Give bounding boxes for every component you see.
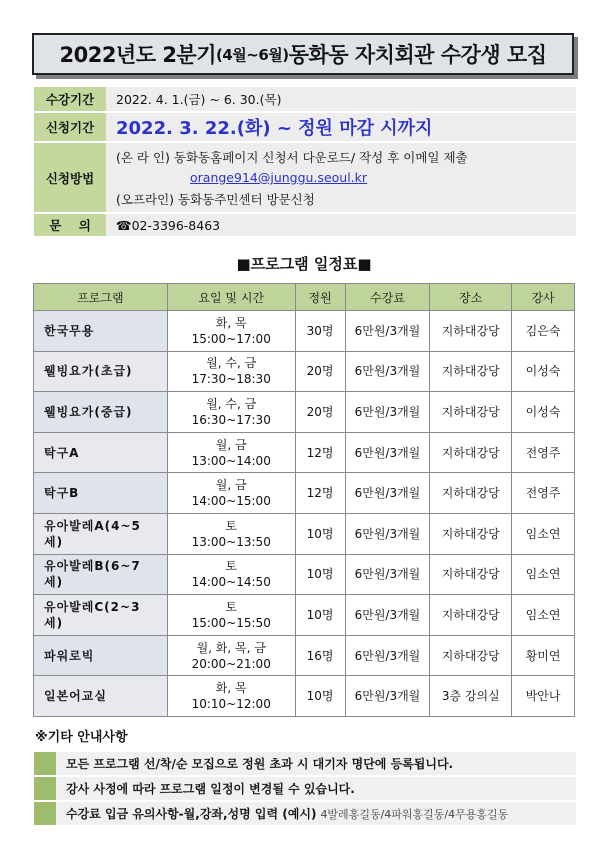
program-instructor: 이성숙 [512,351,575,392]
schedule-row [34,595,575,636]
program-capacity: 12명 [295,432,345,473]
program-place: 3층 강의실 [430,676,512,717]
program-hours: 20:00~21:00 [191,656,271,671]
header-fee: 수강료 [345,284,430,311]
note-marker [34,802,56,825]
program-place: 지하대강당 [430,513,512,554]
header-capacity: 정원 [295,284,345,311]
schedule-table [33,283,575,717]
schedule-row [34,311,575,352]
program-hours: 10:10~12:00 [191,697,271,712]
program-fee: 6만원/3개월 [345,676,430,717]
program-capacity: 10명 [295,554,345,595]
header-time: 요일 및 시간 [167,284,295,311]
program-instructor: 이성숙 [512,392,575,433]
apply-value: 2022. 3. 22.(화) ~ 정원 마감 시까지 [106,112,576,142]
program-place: 지하대강당 [430,392,512,433]
program-name: 웰빙요가(초급) [34,351,168,392]
schedule-title: ■프로그램 일정표■ [236,255,372,273]
note-text: 수강료 입금 유의사항-월,강좌,성명 입력 (예시) [66,807,317,821]
method-value [106,142,576,213]
program-hours: 15:00~17:00 [191,331,271,346]
schedule-row [34,473,575,514]
program-days: 토 [225,518,238,533]
program-time [167,595,295,636]
program-name: 한국무용 [34,311,168,352]
program-place: 지하대강당 [430,635,512,676]
email-link[interactable]: orange914@junggu.seoul.kr [190,170,368,185]
program-time [167,392,295,433]
program-capacity: 10명 [295,595,345,636]
header-place: 장소 [430,284,512,311]
program-days: 토 [225,599,238,614]
info-row-apply [34,112,576,142]
program-hours: 16:30~17:30 [191,412,271,427]
program-instructor: 전영주 [512,432,575,473]
program-hours: 14:00~14:50 [191,575,271,590]
note-text: 모든 프로그램 선/착/순 모집으로 정원 초과 시 대기자 명단에 등록됩니다. [66,757,454,771]
note-example: 4발레홍길동/4파워홍길동/4무용홍길동 [320,807,509,821]
note-marker [34,752,56,775]
program-name: 탁구B [34,473,168,514]
info-row-contact [34,213,576,237]
program-place: 지하대강당 [430,554,512,595]
program-instructor: 임소연 [512,595,575,636]
program-instructor: 임소연 [512,554,575,595]
program-name: 일본어교실 [34,676,168,717]
program-days: 화, 목 [215,681,247,696]
program-name: 유아발레C(2~3세) [34,595,168,636]
program-hours: 13:00~14:00 [191,453,271,468]
program-days: 토 [225,559,238,574]
program-place: 지하대강당 [430,473,512,514]
program-capacity: 10명 [295,513,345,554]
program-capacity: 20명 [295,351,345,392]
program-capacity: 10명 [295,676,345,717]
program-capacity: 20명 [295,392,345,433]
title-main: 2022년도 2분기 [59,43,216,67]
apply-label: 신청기간 [34,112,106,142]
program-time [167,635,295,676]
program-days: 월, 금 [215,437,247,452]
period-label: 수강기간 [34,87,106,112]
title-rest: 동화동 자치회관 수강생 모집 [288,43,547,67]
program-place: 지하대강당 [430,311,512,352]
program-fee: 6만원/3개월 [345,595,430,636]
program-days: 월, 수, 금 [206,396,257,411]
program-instructor: 김은숙 [512,311,575,352]
schedule-row [34,351,575,392]
schedule-row [34,392,575,433]
program-capacity: 16명 [295,635,345,676]
program-hours: 14:00~15:00 [191,494,271,509]
program-time [167,473,295,514]
page-title [32,33,574,75]
note-item [34,777,576,800]
header-instructor: 강사 [512,284,575,311]
program-place: 지하대강당 [430,432,512,473]
program-name: 파워로빅 [34,635,168,676]
note-item [34,752,576,775]
schedule-row [34,635,575,676]
method-label: 신청방법 [34,142,106,213]
schedule-row [34,676,575,717]
program-instructor: 임소연 [512,513,575,554]
program-instructor: 황미연 [512,635,575,676]
schedule-header-row [34,284,575,311]
contact-value: ☎02-3396-8463 [106,213,576,237]
program-fee: 6만원/3개월 [345,432,430,473]
program-fee: 6만원/3개월 [345,635,430,676]
notes-list [34,752,576,827]
program-hours: 13:00~13:50 [191,534,271,549]
program-name: 웰빙요가(중급) [34,392,168,433]
program-fee: 6만원/3개월 [345,311,430,352]
program-name: 유아발레B(6~7세) [34,554,168,595]
program-hours: 17:30~18:30 [191,372,271,387]
notes-title: ※기타 안내사항 [35,730,128,745]
program-instructor: 전영주 [512,473,575,514]
schedule-body [34,311,575,717]
program-fee: 6만원/3개월 [345,513,430,554]
program-name: 탁구A [34,432,168,473]
method-offline: (오프라인) 동화동주민센터 방문신청 [116,191,315,207]
period-value: 2022. 4. 1.(금) ~ 6. 30.(목) [106,87,576,112]
info-table [34,87,576,238]
program-capacity: 12명 [295,473,345,514]
program-days: 월, 수, 금 [206,356,257,371]
contact-label: 문 의 [34,213,106,237]
note-marker [34,777,56,800]
program-time [167,554,295,595]
note-text: 강사 사정에 따라 프로그램 일정이 변경될 수 있습니다. [66,782,355,796]
program-time [167,311,295,352]
program-days: 화, 목 [215,315,247,330]
program-time [167,676,295,717]
program-name: 유아발레A(4~5세) [34,513,168,554]
program-fee: 6만원/3개월 [345,351,430,392]
schedule-row [34,432,575,473]
program-hours: 15:00~15:50 [191,615,271,630]
method-online: (온 라 인) 동화동홈페이지 신청서 다운로드/ 작성 후 이메일 제출 [116,149,468,165]
info-row-method [34,142,576,213]
program-fee: 6만원/3개월 [345,554,430,595]
program-instructor: 박안나 [512,676,575,717]
program-time [167,351,295,392]
program-fee: 6만원/3개월 [345,473,430,514]
program-time [167,432,295,473]
program-place: 지하대강당 [430,351,512,392]
schedule-row [34,513,575,554]
info-row-period [34,87,576,112]
title-months: (4월~6월) [216,45,289,64]
program-place: 지하대강당 [430,595,512,636]
schedule-row [34,554,575,595]
header-program: 프로그램 [34,284,168,311]
note-item [34,802,576,825]
program-days: 월, 금 [215,478,247,493]
program-time [167,513,295,554]
program-capacity: 30명 [295,311,345,352]
program-fee: 6만원/3개월 [345,392,430,433]
program-days: 월, 화, 목, 금 [196,640,266,655]
